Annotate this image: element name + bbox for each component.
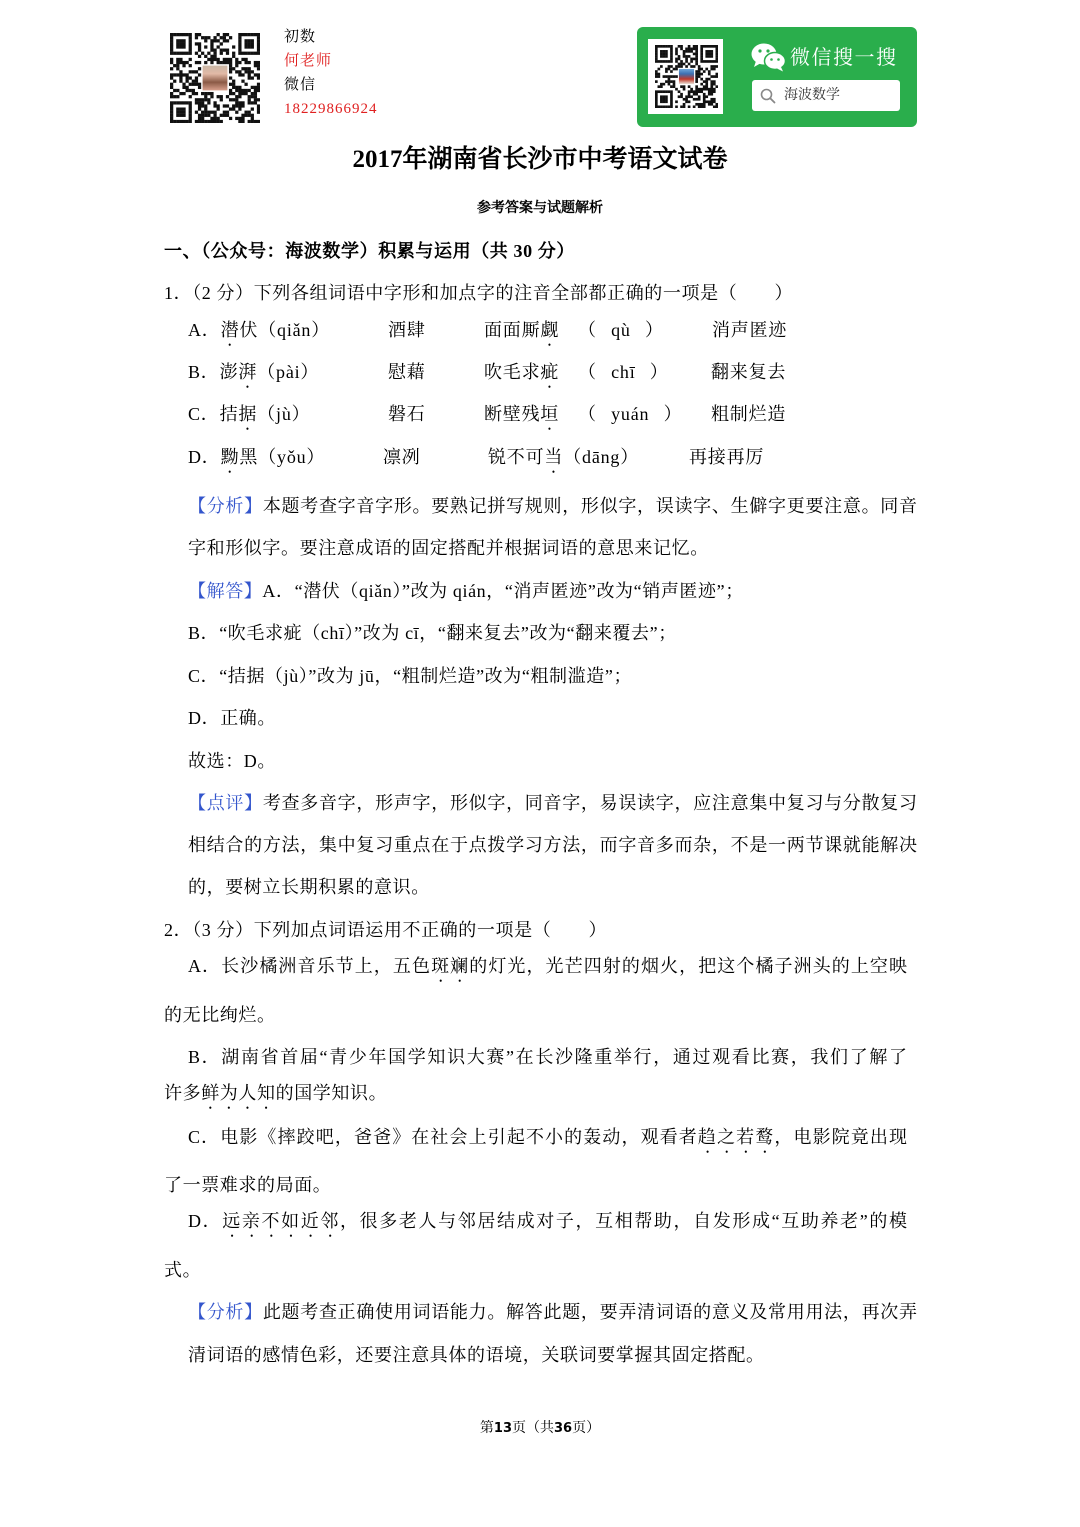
section-heading: 一、（公众号：海波数学）积累与运用（共 30 分） [164,241,575,261]
analysis-text: 本题考查字音字形。要熟记拼写规则，形似字，误读字、生僻字更要注意。同音 [262,496,917,516]
analysis-label: 【分析】 [188,496,263,516]
q1-option-c-word-4: 粗制烂造 [711,404,787,424]
q1-option-c-word-1 [188,402,310,434]
page-title: 2017年湖南省长沙市中考语文试卷 [352,146,728,173]
q1-option-c-word-2: 磐石 [388,404,426,424]
page-subtitle: 参考答案与试题解析 [477,201,603,216]
dotted-char: 潜 [220,320,240,340]
text: 断壁残 [484,404,541,424]
text: C．拮 [188,404,239,424]
q1-option-c-pinyin: （ yuán ） [578,404,683,424]
text: （pài） [257,362,320,382]
text: 的国学知识。 [275,1083,388,1103]
dotted-word: 远亲不如近邻 [222,1211,340,1231]
dotted-char: 湃 [238,362,258,382]
wechat-search-box [752,80,900,111]
q1-answer-line-2: B．“吹毛求疵（chī）”改为 cī，“翻来复去”改为“翻来覆去”； [188,623,677,643]
text: ，电影院竟出现 [774,1127,908,1147]
current-page: 13 [493,1421,512,1436]
q2-option-c-line-2: 了一票难求的局面。 [164,1175,332,1195]
text: （dāng） [563,447,640,467]
answer-label: 【解答】 [188,581,263,601]
dotted-char: 黝 [220,447,240,467]
analysis-text: 此题考查正确使用词语能力。解答此题，要弄清词语的意义及常用用法，再次弄 [262,1302,917,1322]
q1-comment-line-1 [188,791,917,815]
avatar-photo [203,66,228,91]
q1-option-b-word-1 [188,360,319,392]
q1-answer-line-3: C．“拮据（jù）”改为 jū，“粗制烂造”改为“粗制滥造”； [188,666,633,686]
contact-name: 何老师 [284,53,333,69]
q1-answer-line-1 [188,579,744,603]
q2-option-b-line-2 [164,1081,387,1113]
text: （jù） [257,404,311,424]
q1-option-b-word-2: 慰藉 [388,362,426,382]
q1-answer-line-4: D．正确。 [188,708,276,728]
page-number [0,1420,1080,1438]
footer-suffix: 页） [572,1421,601,1436]
q1-option-b-word-4: 翻来复去 [711,362,787,382]
dotted-char: 觑 [540,320,560,340]
q2-option-c-line-1 [188,1125,907,1157]
text: D． [188,1211,223,1231]
q1-option-c-word-3 [484,402,559,434]
comment-text: 考查多音字，形声字，形似字，同音字，易误读字，应注意集中复习与分散复习 [262,793,917,813]
wechat-search-banner [637,27,917,127]
search-icon [760,88,776,104]
contact-line-3: 微信 [284,77,317,93]
q2-stem: 2．（3 分）下列加点词语运用不正确的一项是（ ） [164,920,608,940]
dotted-word: 鲜为人知 [201,1083,276,1103]
dotted-char: 据 [238,404,258,424]
q2-analysis-line-2: 清词语的感情色彩，还要注意具体的语境，关联词要掌握其固定搭配。 [188,1345,765,1365]
text: C．电影《摔跤吧，爸爸》在社会上引起不小的轰动，观看者 [188,1127,698,1147]
q1-analysis-line-1 [188,494,917,518]
q2-option-d-line-1 [188,1209,907,1241]
contact-line-1: 初数 [284,29,317,45]
q1-comment-line-3: 的，要树立长期积累的意识。 [188,877,430,897]
qr-code-icon [170,33,260,123]
q1-option-a-word-4: 消声匿迹 [712,320,788,340]
q1-comment-line-2: 相结合的方法，集中复习重点在于点拨学习方法，而字音多而杂，不是一两节课就能解决 [188,835,917,855]
q1-option-a-word-3 [484,318,559,350]
q1-option-b-pinyin: （ chī ） [578,362,669,382]
text: ，很多老人与邻居结成对子，互相帮助，自发形成“互助养老”的模 [339,1211,907,1231]
analysis-label: 【分析】 [188,1302,263,1322]
text: 黑（yǒu） [239,447,326,467]
text: 吹毛求 [484,362,541,382]
q1-option-d-word-3 [488,445,639,477]
q1-option-a-pinyin: （ qù ） [578,320,664,340]
dotted-char: 疵 [540,362,560,382]
q1-option-d-word-2: 凛冽 [383,447,421,467]
q1-answer-choice: 故选：D。 [188,751,276,771]
q1-option-d-word-1 [188,445,325,477]
q1-stem: 1．（2 分）下列各组词语中字形和加点字的注音全部都正确的一项是（ ） [164,283,794,303]
wechat-search-query: 海波数学 [784,87,840,103]
q1-analysis-line-2: 字和形似字。要注意成语的固定搭配并根据词语的意思来记忆。 [188,538,709,558]
dotted-char: 当 [544,447,564,467]
q1-option-b-word-3 [484,360,559,392]
dotted-char: 垣 [540,404,560,424]
wechat-icon [751,43,786,72]
wechat-qr-frame [648,39,723,114]
qr-code-icon [655,45,718,108]
text: 面面厮 [484,320,541,340]
q2-option-a-line-2: 的无比绚烂。 [164,1005,276,1025]
q2-analysis-line-1 [188,1300,917,1324]
q1-option-b [0,360,1080,386]
q2-option-b-line-1: B．湖南省首届“青少年国学知识大赛”在长沙隆重举行，通过观看比赛，我们了解了 [188,1047,907,1067]
text: A． [188,320,221,340]
q1-option-c [0,402,1080,428]
q1-option-d [0,445,1080,471]
dotted-word: 趋之若鹜 [697,1127,775,1147]
text: 锐不可 [488,447,545,467]
wechat-search-title: 微信搜一搜 [790,45,898,69]
q1-option-a [0,318,1080,344]
text: B．澎 [188,362,239,382]
q1-option-a-word-1 [188,318,330,350]
contact-phone: 18229866924 [284,101,378,117]
answer-text: A．“潜伏（qiǎn）”改为 qián，“消声匿迹”改为“销声匿迹”； [262,581,744,601]
text: D． [188,447,221,467]
q1-option-d-word-4: 再接再厉 [689,447,765,467]
text: 许多 [164,1083,202,1103]
q2-option-d-line-2: 式。 [164,1260,202,1280]
logo-image [679,69,694,84]
text: 的灯光，光芒四射的烟火，把这个橘子洲头的上空映 [469,956,908,976]
footer-prefix: 第 [479,1421,494,1436]
dotted-word: 斑斓 [431,956,470,976]
q1-option-a-word-2: 酒肆 [388,320,426,340]
text: A．长沙橘洲音乐节上，五色 [188,956,432,976]
q2-option-a-line-1 [188,954,907,986]
total-pages: 36 [554,1421,573,1436]
comment-label: 【点评】 [188,793,263,813]
footer-middle: 页（共 [512,1421,554,1436]
text: 伏（qiǎn） [239,320,331,340]
